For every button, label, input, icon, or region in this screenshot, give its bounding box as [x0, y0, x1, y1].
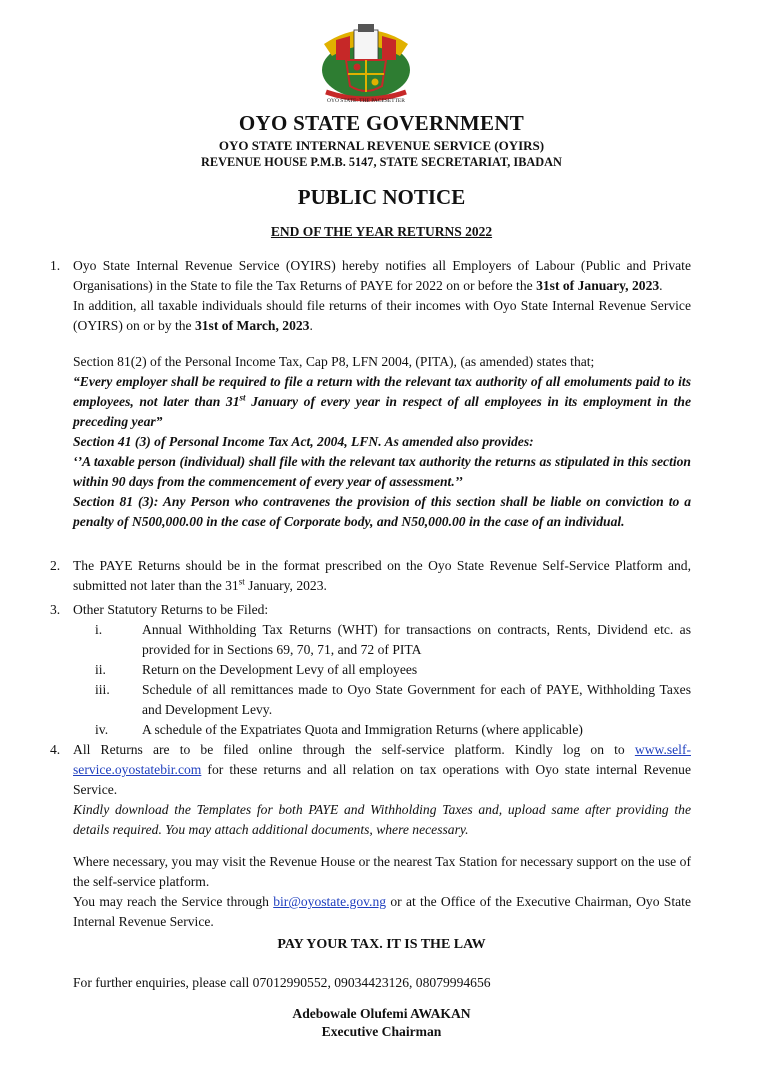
- subitem-text: A schedule of the Expatriates Quota and Immigration Returns (where applicable): [142, 722, 583, 737]
- item-1-paragraph-1: Oyo State Internal Revenue Service (OYIRS) hereby notifies all Employers of Labour (Public and Private Organisations) in the State to file the Tax Returns of PAYE for 2022 on or before the 31st of January, 2023.: [73, 258, 691, 293]
- crest-motto: OYO STATE: THE PACESETTER: [327, 98, 405, 104]
- agency-name: OYO STATE INTERNAL REVENUE SERVICE (OYIRS): [218, 138, 545, 153]
- section-81-quote: “Every employer shall be required to file a return with the relevant tax authority of all emoluments paid to its employees, not later than 31st January of every year in respect of all employees in its employment in the preceding year”: [73, 374, 691, 429]
- subitem-text: Annual Withholding Tax Returns (WHT) for transactions on contracts, Rents, Dividend etc. as provided for in Sections 69, 70, 71, and 72 of PITA: [142, 622, 691, 657]
- signatory-title: Executive Chairman: [321, 1024, 442, 1039]
- oyo-state-crest-logo: [306, 20, 426, 106]
- item-3-number: 3.: [50, 602, 61, 617]
- item-2-text: The PAYE Returns should be in the format prescribed on the Oyo State Revenue Self-Service Platform and, submitted not later than the 31st January, 2023.: [73, 558, 691, 593]
- agency-address: REVENUE HOUSE P.M.B. 5147, STATE SECRETARIAT, IBADAN: [201, 155, 562, 169]
- item-4-block: [73, 740, 691, 932]
- subitem-text: Schedule of all remittances made to Oyo State Government for each of PAYE, Withholding Taxes and Development Levy.: [142, 682, 691, 717]
- item-4-number: 4.: [50, 742, 61, 757]
- item-1-paragraph-2: In addition, all taxable individuals should file returns of their incomes with Oyo State Internal Revenue Service (OYIRS) on or by the 31st of March, 2023.: [73, 298, 691, 333]
- notice-title: PUBLIC NOTICE: [297, 185, 466, 209]
- subitem-number: iv.: [95, 722, 109, 737]
- item-1-block: [73, 256, 691, 532]
- email-link[interactable]: bir@oyostate.gov.ng: [273, 894, 387, 909]
- subitem-text: Return on the Development Levy of all employees: [142, 662, 418, 677]
- section-81-intro: Section 81(2) of the Personal Income Tax, Cap P8, LFN 2004, (PITA), (as amended) states that;: [73, 354, 595, 369]
- item-1-number: 1.: [50, 258, 61, 273]
- item-4-text: All Returns are to be filed online through the self-service platform. Kindly log on to www.self-service.oyostatebir.com for these returns and all relation on tax operations with Oyo state internal Revenue Service.: [73, 742, 691, 797]
- section-41-quote: ‘’A taxable person (individual) shall file with the relevant tax authority the returns as stipulated in this section within 90 days from the commencement of every year of assessment.’’: [73, 454, 691, 489]
- enquiries-text: For further enquiries, please call 07012990552, 09034423126, 08079994656: [73, 975, 491, 990]
- section-81-3-text: Section 81 (3): Any Person who contravenes the provision of this section shall be liable on conviction to a penalty of N500,000.00 in the case of Corporate body, and N50,000.00 in the case of an individual.: [73, 494, 692, 529]
- subitem-number: ii.: [95, 662, 106, 677]
- reach-text: You may reach the Service through bir@oyostate.gov.ng or at the Office of the Executive Chairman, Oyo State Internal Revenue Service.: [73, 894, 691, 929]
- item-2-number: 2.: [50, 558, 61, 573]
- templates-note: Kindly download the Templates for both PAYE and Withholding Taxes and, upload same after providing the details required. You may attach additional documents, where necessary.: [73, 802, 691, 837]
- signatory-name: Adebowale Olufemi AWAKAN: [292, 1006, 471, 1021]
- pay-tax-slogan: PAY YOUR TAX. IT IS THE LAW: [277, 937, 486, 952]
- support-text: Where necessary, you may visit the Revenue House or the nearest Tax Station for necessary support on the use of the self-service platform.: [73, 854, 691, 889]
- subitem-number: i.: [95, 622, 103, 637]
- item-2-block: [73, 556, 691, 596]
- government-title: OYO STATE GOVERNMENT: [238, 111, 525, 135]
- subitem-number: iii.: [95, 682, 110, 697]
- section-41-heading: Section 41 (3) of Personal Income Tax Act, 2004, LFN. As amended also provides:: [73, 434, 534, 449]
- item-3-intro: Other Statutory Returns to be Filed:: [73, 602, 269, 617]
- notice-subject: END OF THE YEAR RETURNS 2022: [270, 224, 493, 239]
- self-service-link[interactable]: www.self-service.oyostatebir.com: [73, 742, 691, 777]
